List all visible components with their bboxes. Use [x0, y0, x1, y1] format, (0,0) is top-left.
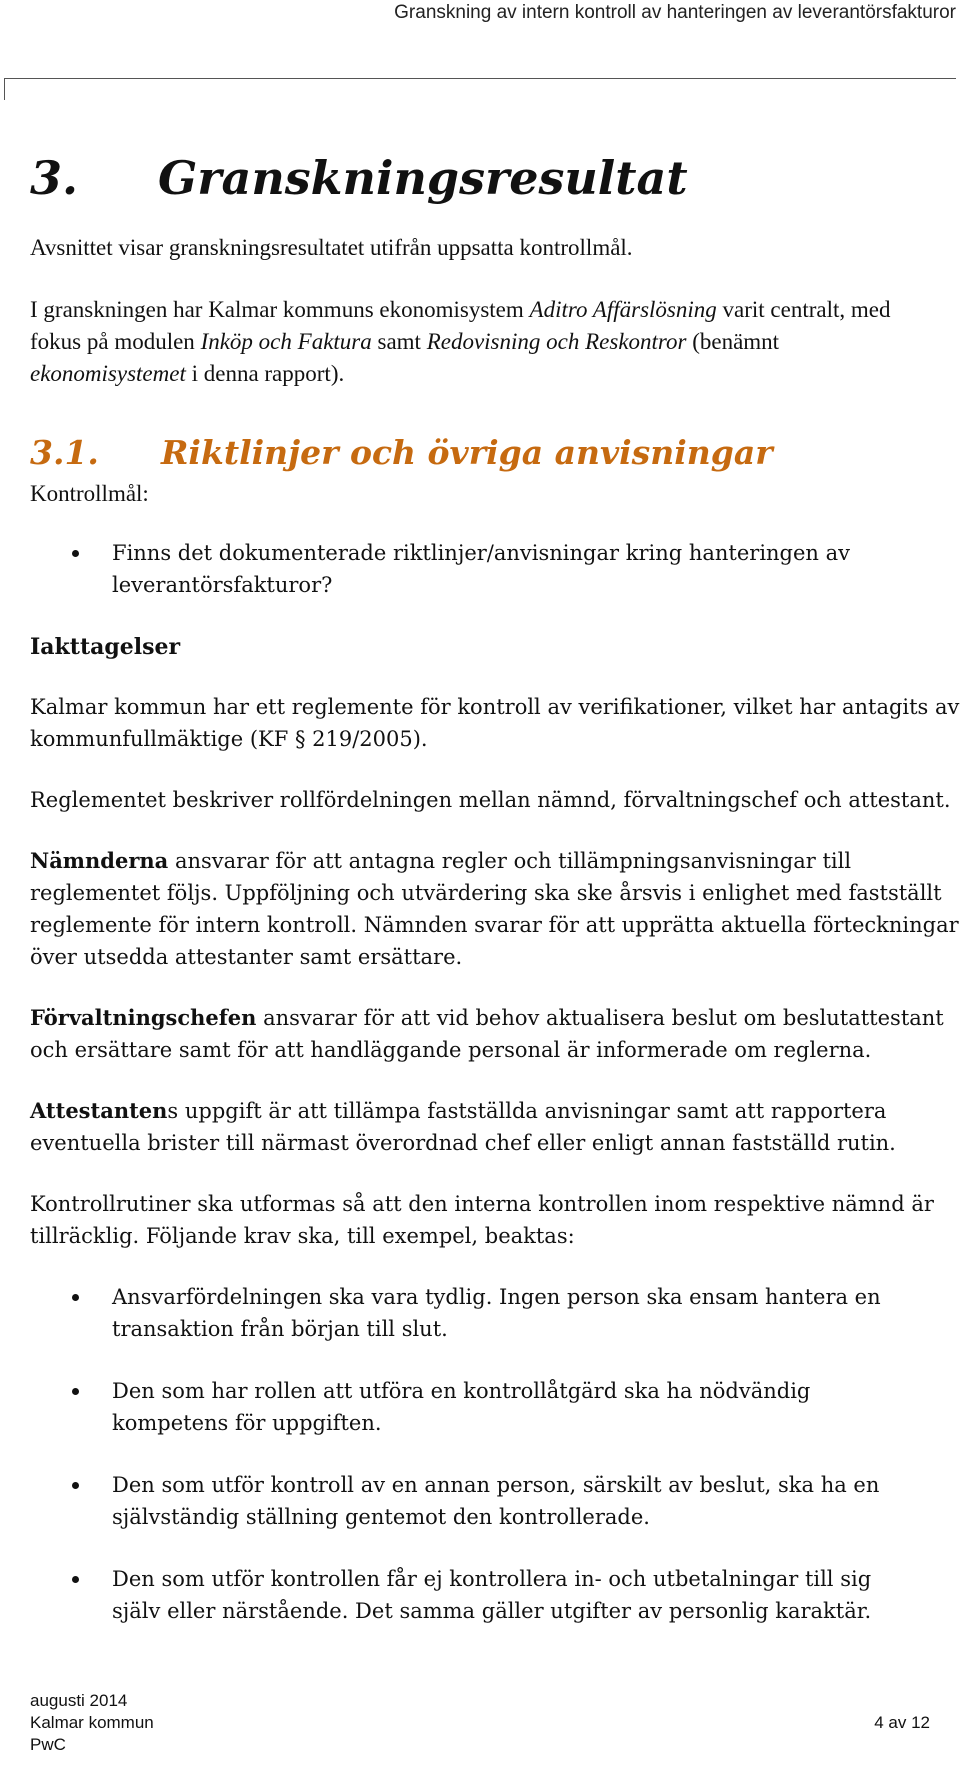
bullet-icon [72, 1482, 79, 1489]
section-title: Granskningsresultat [158, 151, 688, 205]
scope-paragraph: I granskningen har Kalmar kommuns ekonomisystem Aditro Affärslösning varit centralt, med fokus på modulen Inköp och Faktura samt Redovisning och Reskontror (benämnt ekonomisystemet i denna rapport). [30, 297, 891, 386]
requirement-item: Den som utför kontroll av en annan person, särskilt av beslut, ska ha en självständig ställning gentemot den kontrollerade. [30, 1469, 920, 1533]
footer-date: augusti 2014 [30, 1691, 128, 1710]
footer-firm: PwC [30, 1735, 66, 1754]
page-footer [30, 1690, 930, 1756]
section-number: 3. [30, 151, 79, 205]
requirement-item: Den som utför kontrollen får ej kontrollera in- och utbetalningar till sig själv eller närstående. Det samma gäller utgifter av personlig karaktär. [30, 1563, 920, 1627]
section-intro: Avsnittet visar granskningsresultatet utifrån uppsatta kontrollmål. [30, 235, 633, 260]
page-number: 4 av 12 [874, 1713, 930, 1732]
observation-paragraph: Kontrollrutiner ska utformas så att den interna kontrollen inom respektive nämnd är tillräcklig. Följande krav ska, till exempel, beaktas: [30, 1192, 934, 1248]
requirement-item: Ansvarfördelningen ska vara tydlig. Ingen person ska ensam hantera en transaktion från början till slut. [30, 1281, 920, 1345]
section-heading [30, 150, 960, 206]
footer-org: Kalmar kommun [30, 1713, 154, 1732]
bullet-icon [72, 550, 79, 557]
goal-list [30, 537, 930, 601]
subsection-title: Riktlinjer och övriga anvisningar [161, 433, 773, 472]
observation-paragraph: Attestantens uppgift är att tillämpa fastställda anvisningar samt att rapportera eventuella brister till närmast överordnad chef eller enligt annan fastställd rutin. [30, 1098, 896, 1155]
requirement-item: Den som har rollen att utföra en kontrollåtgärd ska ha nödvändig kompetens för uppgiften. [30, 1375, 920, 1439]
page-body [30, 150, 960, 1627]
requirements-list [30, 1281, 920, 1627]
observation-paragraph: Kalmar kommun har ett reglemente för kontroll av verifikationer, vilket har antagits av kommunfullmäktige (KF § 219/2005). [30, 695, 960, 751]
goal-label: Kontrollmål: [30, 481, 149, 506]
bullet-icon [72, 1576, 79, 1583]
header-rule [4, 78, 956, 79]
bullet-icon [72, 1294, 79, 1301]
goal-item: Finns det dokumenterade riktlinjer/anvisningar kring hanteringen av leverantörsfakturor? [30, 537, 930, 601]
bullet-icon [72, 1388, 79, 1395]
observations-heading: Iakttagelser [30, 634, 181, 660]
observation-paragraph: Förvaltningschefen ansvarar för att vid behov aktualisera beslut om beslutattestant och ersättare samt för att handläggande personal är informerade om reglerna. [30, 1005, 944, 1062]
observation-paragraph: Reglementet beskriver rollfördelningen mellan nämnd, förvaltningschef och attestant. [30, 788, 951, 812]
observation-paragraph: Nämnderna ansvarar för att antagna regler och tillämpningsanvisningar till reglementet följs. Uppföljning och utvärdering ska ske årsvis i enlighet med fastställt reglemente för intern kontroll. Nämnden svarar för att upprätta aktuella förteckningar över utsedda attestanter samt ersättare. [30, 848, 959, 969]
running-header: Granskning av intern kontroll av hanteringen av leverantörsfakturor [394, 2, 956, 23]
subsection-number: 3.1. [30, 433, 99, 472]
subsection-heading [30, 432, 960, 474]
header-rule-corner [4, 78, 5, 100]
